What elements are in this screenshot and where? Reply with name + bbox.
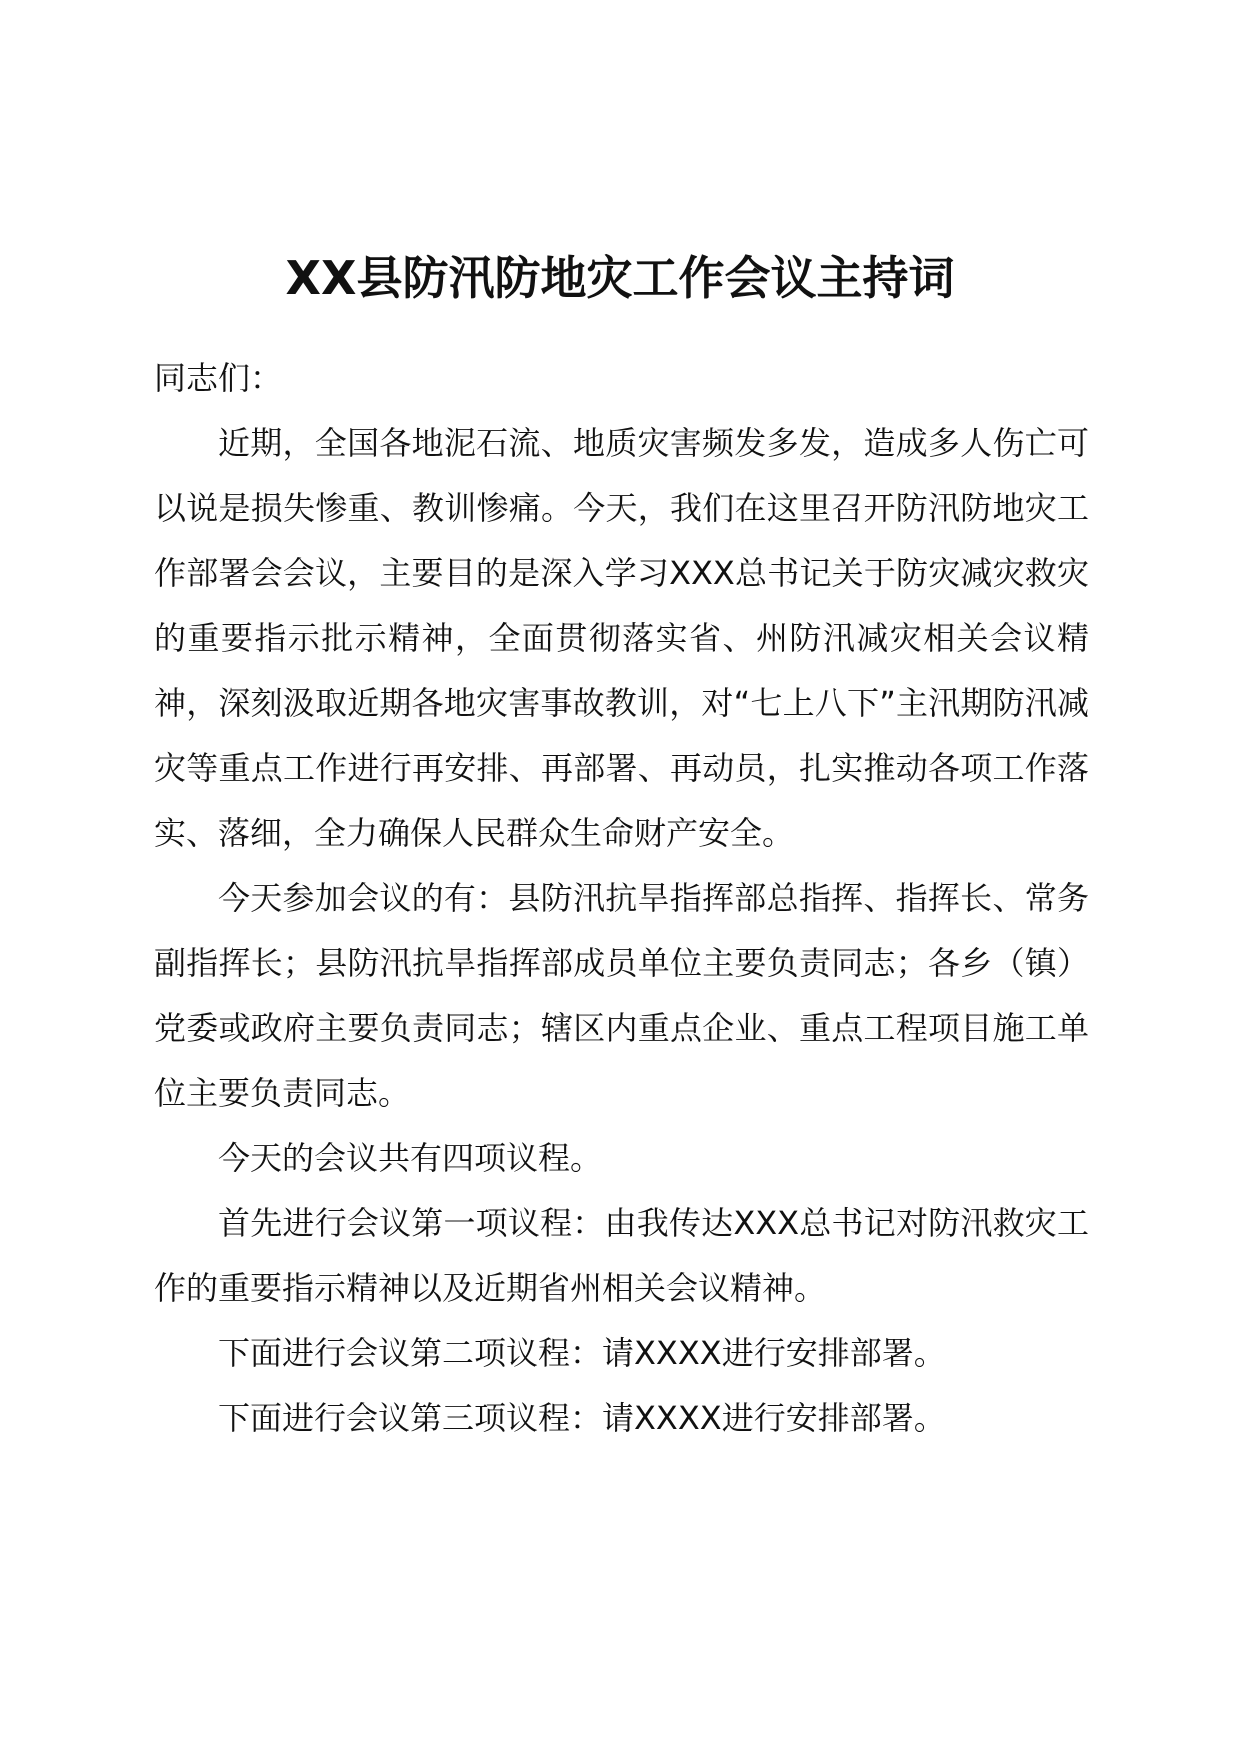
paragraph-intro: 近期，全国各地泥石流、地质灾害频发多发，造成多人伤亡可以说是损失惨重、教训惨痛。今天，我们在这里召开防汛防地灾工作部署会会议，主要目的是深入学习XXX总书记关于防灾减灾救灾的重要指示批示精神，全面贯彻落实省、州防汛减灾相关会议精神，深刻汲取近期各地灾害事故教训，对“七上八下”主汛期防汛减灾等重点工作进行再安排、再部署、再动员，扎实推动各项工作落实、落细，全力确保人民群众生命财产安全。 [154,424,1089,852]
paragraph-agenda-item-2: 下面进行会议第二项议程：请XXXX进行安排部署。 [218,1334,946,1372]
paragraph-agenda-count: 今天的会议共有四项议程。 [218,1139,603,1177]
paragraph-agenda-item-1: 首先进行会议第一项议程：由我传达XXX总书记对防汛救灾工作的重要指示精神以及近期省州相关会议精神。 [154,1204,1089,1307]
document-body [154,346,1089,1451]
paragraph-agenda-item-3: 下面进行会议第三项议程：请XXXX进行安排部署。 [218,1399,946,1437]
salutation: 同志们： [154,359,283,397]
paragraph-attendees: 今天参加会议的有：县防汛抗旱指挥部总指挥、指挥长、常务副指挥长；县防汛抗旱指挥部成员单位主要负责同志；各乡（镇）党委或政府主要负责同志；辖区内重点企业、重点工程项目施工单位主要负责同志。 [154,879,1089,1112]
document-title: XX县防汛防地灾工作会议主持词 [285,251,955,305]
